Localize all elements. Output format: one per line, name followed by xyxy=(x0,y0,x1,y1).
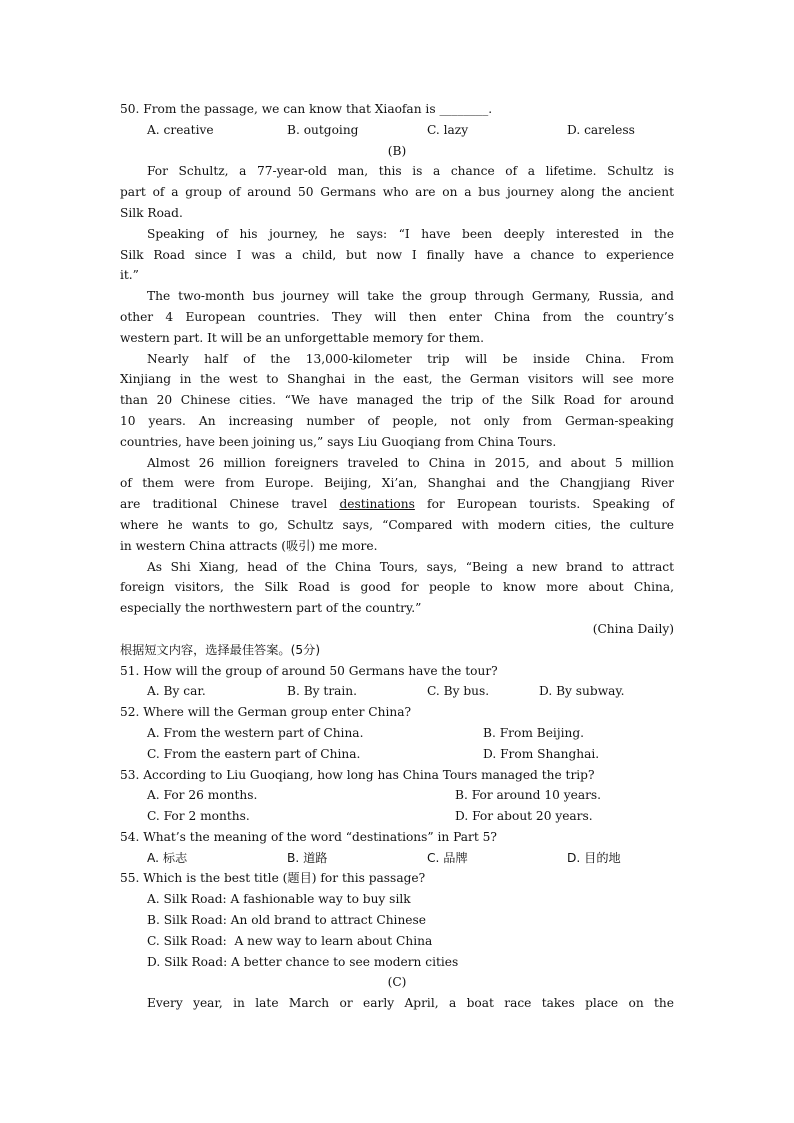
option-a[interactable]: A. creative xyxy=(147,122,214,137)
text-line: Nearly half of the 13,000-kilometer trip will be inside China. From xyxy=(147,351,674,366)
paragraph-2 xyxy=(120,224,674,286)
option-b[interactable]: B. 道路 xyxy=(287,850,328,865)
question-54-stem: 54. What’s the meaning of the word “destinations” in Part 5? xyxy=(120,829,497,844)
paragraph-1 xyxy=(120,161,674,223)
instruction: 根据短文内容，选择最佳答案。(5分) xyxy=(120,642,321,657)
question-53-stem: 53. According to Liu Guoqiang, how long has China Tours managed the trip? xyxy=(120,767,595,782)
question-52-options-row1 xyxy=(120,723,674,744)
text-line: where he wants to go, Schultz says, “Compared with modern cities, the culture xyxy=(120,517,674,532)
section-c-paragraph-1: Every year, in late March or early April, a boat race takes place on the xyxy=(147,996,674,1011)
option-c[interactable]: C. 品牌 xyxy=(427,850,468,865)
option-c[interactable]: C. lazy xyxy=(427,122,469,137)
option-b[interactable]: B. outgoing xyxy=(287,122,359,137)
paragraph-5 xyxy=(120,453,674,557)
option-d[interactable]: D. From Shanghai. xyxy=(483,746,600,761)
option-b[interactable]: B. By train. xyxy=(287,684,358,699)
text-line: foreign visitors, the Silk Road is good for people to know more about China, xyxy=(120,580,674,595)
question-51-options xyxy=(120,681,674,702)
question-52-stem: 52. Where will the German group enter China? xyxy=(120,705,411,720)
section-b-label: (B) xyxy=(387,143,407,158)
text-line: other 4 European countries. They will then enter China from the country’s xyxy=(120,309,674,324)
option-c[interactable]: C. Silk Road: A new way to learn about China xyxy=(147,933,433,948)
option-d[interactable]: D. careless xyxy=(567,122,635,137)
option-a[interactable]: A. 标志 xyxy=(147,850,188,865)
question-50-options xyxy=(120,120,674,141)
option-a[interactable]: A. By car. xyxy=(147,684,206,699)
text-line: Almost 26 million foreigners traveled to China in 2015, and about 5 million xyxy=(147,455,674,470)
text-line: countries, have been joining us,” says Liu Guoqiang from China Tours. xyxy=(120,434,557,449)
exam-page xyxy=(120,99,674,1014)
question-52-options-row2 xyxy=(120,744,674,765)
underlined-word-destinations: destinations xyxy=(339,497,415,512)
option-b[interactable]: B. For around 10 years. xyxy=(455,788,602,803)
text-line xyxy=(120,494,674,515)
question-53-options-row2 xyxy=(120,806,674,827)
paragraph-4 xyxy=(120,349,674,453)
text-line: especially the northwestern part of the country.” xyxy=(120,601,422,616)
option-a[interactable]: A. From the western part of China. xyxy=(147,725,364,740)
text-line: it.” xyxy=(120,268,139,283)
text-line: Speaking of his journey, he says: “I have been deeply interested in the xyxy=(147,226,674,241)
text-line: western part. It will be an unforgettable memory for them. xyxy=(120,330,484,345)
option-c[interactable]: C. For 2 months. xyxy=(147,809,250,824)
option-d[interactable]: D. For about 20 years. xyxy=(455,809,593,824)
text-line: 10 years. An increasing number of people, not only from German-speaking xyxy=(120,413,674,428)
text-run: are traditional Chinese travel xyxy=(120,497,340,512)
paragraph-6 xyxy=(120,557,674,619)
option-b[interactable]: B. From Beijing. xyxy=(483,725,585,740)
option-c[interactable]: C. From the eastern part of China. xyxy=(147,746,361,761)
text-line: part of a group of around 50 Germans who are on a bus journey along the ancient xyxy=(120,185,674,200)
text-line: in western China attracts (吸引) me more. xyxy=(120,538,378,553)
option-b[interactable]: B. Silk Road: An old brand to attract Chinese xyxy=(147,913,426,928)
text-line: The two-month bus journey will take the group through Germany, Russia, and xyxy=(147,289,674,304)
text-run: for European tourists. Speaking of xyxy=(414,497,674,512)
option-a[interactable]: A. For 26 months. xyxy=(147,788,258,803)
question-53-options-row1 xyxy=(120,785,674,806)
option-a[interactable]: A. Silk Road: A fashionable way to buy silk xyxy=(147,892,411,907)
section-c-label: (C) xyxy=(387,975,407,990)
text-line: of them were from Europe. Beijing, Xi’an, Shanghai and the Changjiang River xyxy=(120,476,674,491)
question-51-stem: 51. How will the group of around 50 Germans have the tour? xyxy=(120,663,498,678)
text-line: For Schultz, a 77-year-old man, this is a chance of a lifetime. Schultz is xyxy=(147,164,674,179)
question-50-stem: 50. From the passage, we can know that Xiaofan is ________. xyxy=(120,102,493,116)
option-d[interactable]: D. By subway. xyxy=(539,684,625,699)
text-line: As Shi Xiang, head of the China Tours, says, “Being a new brand to attract xyxy=(147,559,674,574)
option-d[interactable]: D. 目的地 xyxy=(567,850,621,865)
option-c[interactable]: C. By bus. xyxy=(427,684,490,699)
text-line: Silk Road. xyxy=(120,205,183,220)
text-line: Silk Road since I was a child, but now I finally have a chance to experience xyxy=(120,247,674,262)
text-line: than 20 Chinese cities. “We have managed the trip of the Silk Road for around xyxy=(120,393,674,408)
paragraph-3 xyxy=(120,286,674,348)
source-citation: (China Daily) xyxy=(592,621,674,636)
option-d[interactable]: D. Silk Road: A better chance to see modern cities xyxy=(147,954,459,969)
question-54-options xyxy=(120,848,674,869)
question-55-stem: 55. Which is the best title (题目) for this passage? xyxy=(120,871,426,886)
text-line: Xinjiang in the west to Shanghai in the east, the German visitors will see more xyxy=(120,372,674,387)
